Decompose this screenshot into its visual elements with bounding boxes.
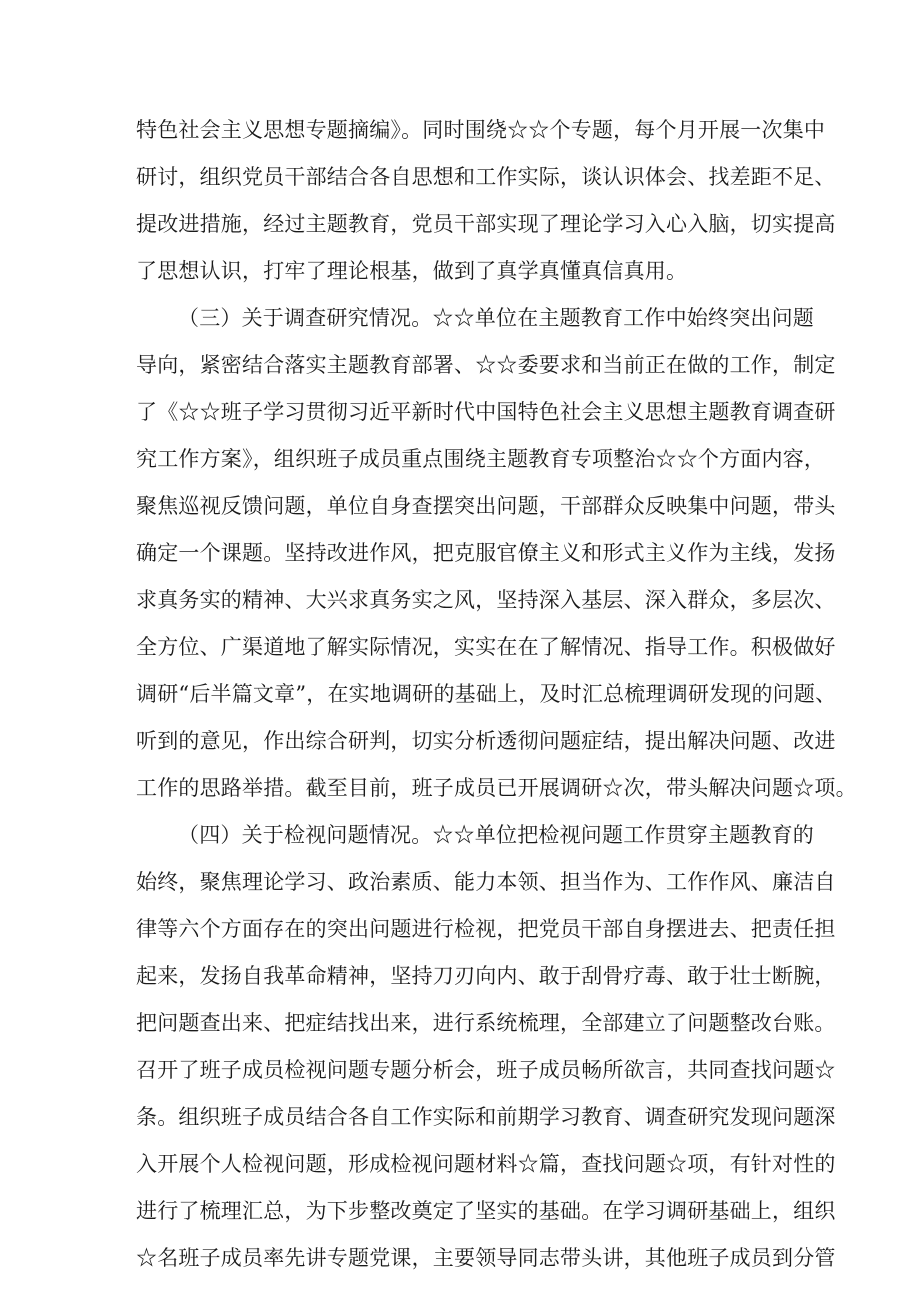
text-line: 入开展个人检视问题，形成检视问题材料☆篇，查找问题☆项，有针对性的 <box>136 1152 836 1176</box>
text-line: 特色社会主义思想专题摘编》。同时围绕☆☆个专题，每个月开展一次集中 <box>136 118 826 142</box>
text-line: ☆名班子成员率先讲专题党课，主要领导同志带头讲，其他班子成员到分管 <box>136 1246 836 1270</box>
text-line: 聚焦巡视反馈问题，单位自身查摆突出问题，干部群众反映集中问题，带头 <box>136 494 836 518</box>
text-line: 始终，聚焦理论学习、政治素质、能力本领、担当作为、工作作风、廉洁自 <box>136 870 836 894</box>
text-line: 全方位、广渠道地了解实际情况，实实在在了解情况、指导工作。积极做好 <box>136 635 836 659</box>
text-line: 律等六个方面存在的突出问题进行检视，把党员干部自身摆进去、把责任担 <box>136 917 836 941</box>
text-line: 确定一个课题。坚持改进作风，把克服官僚主义和形式主义作为主线，发扬 <box>136 541 836 565</box>
section-heading-line: （三）关于调查研究情况。☆☆单位在主题教育工作中始终突出问题 <box>178 306 814 330</box>
section-heading-line: （四）关于检视问题情况。☆☆单位把检视问题工作贯穿主题教育的 <box>178 823 814 847</box>
text-line: 听到的意见，作出综合研判，切实分析透彻问题症结，提出解决问题、改进 <box>136 729 836 753</box>
text-line: 研讨，组织党员干部结合各自思想和工作实际，谈认识体会、找差距不足、 <box>136 165 836 189</box>
text-line: 召开了班子成员检视问题专题分析会，班子成员畅所欲言，共同查找问题☆ <box>136 1058 836 1082</box>
text-line: 把问题查出来、把症结找出来，进行系统梳理，全部建立了问题整改台账。 <box>136 1011 836 1035</box>
text-line: 起来，发扬自我革命精神，坚持刀刃向内、敢于刮骨疗毒、敢于壮士断腕， <box>136 964 836 988</box>
text-line: 了思想认识，打牢了理论根基，做到了真学真懂真信真用。 <box>136 259 688 283</box>
text-line: 求真务实的精神、大兴求真务实之风，坚持深入基层、深入群众，多层次、 <box>136 588 836 612</box>
text-line: 调研“后半篇文章”，在实地调研的基础上，及时汇总梳理调研发现的问题、 <box>136 682 837 706</box>
text-line: 提改进措施，经过主题教育，党员干部实现了理论学习入心入脑，切实提高 <box>136 212 836 236</box>
text-line: 工作的思路举措。截至目前，班子成员已开展调研☆次，带头解决问题☆项。 <box>136 776 857 800</box>
text-line: 了《☆☆班子学习贯彻习近平新时代中国特色社会主义思想主题教育调查研 <box>136 400 836 424</box>
text-line: 条。组织班子成员结合各自工作实际和前期学习教育、调查研究发现问题深 <box>136 1105 836 1129</box>
text-line: 进行了梳理汇总，为下步整改奠定了坚实的基础。在学习调研基础上，组织 <box>136 1199 836 1223</box>
text-line: 究工作方案》，组织班子成员重点围绕主题教育专项整治☆☆个方面内容， <box>136 447 826 471</box>
text-line: 导向，紧密结合落实主题教育部署、☆☆委要求和当前正在做的工作，制定 <box>136 353 836 377</box>
